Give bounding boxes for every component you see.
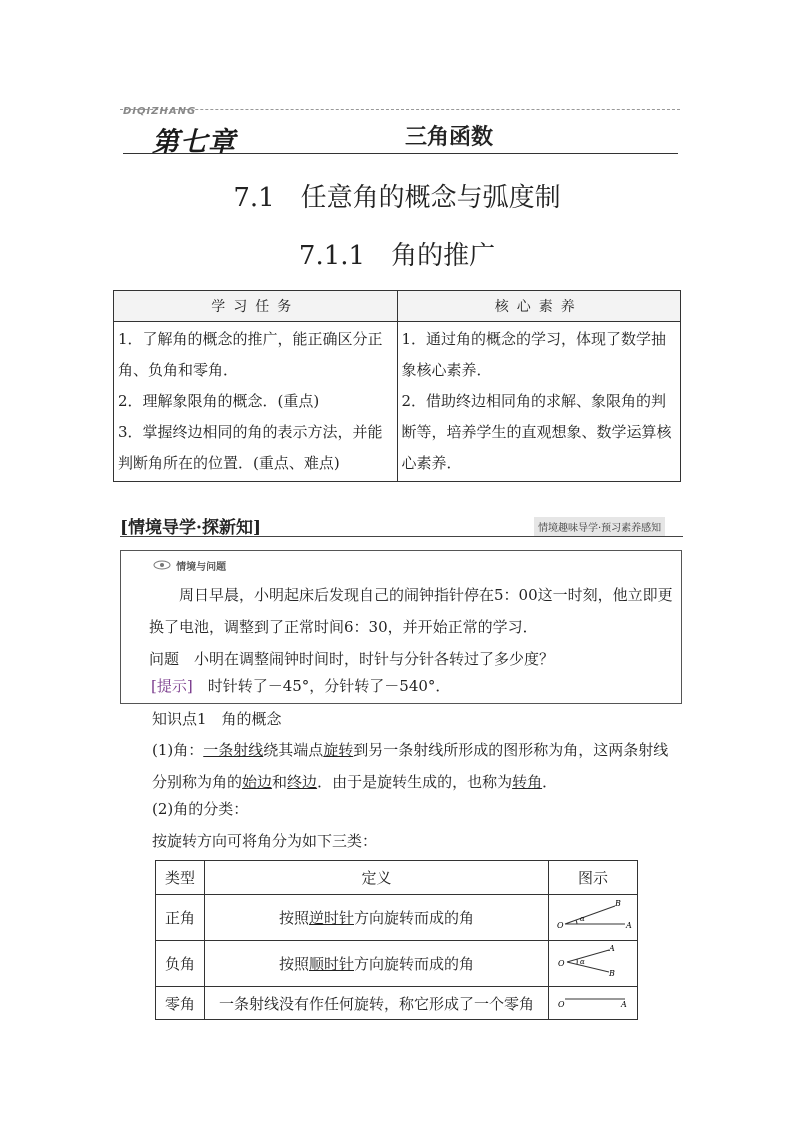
type-negative: 负角	[156, 941, 205, 987]
section-bar-tag: 情境趣味导学·预习素养感知	[534, 517, 665, 536]
label-b: B	[609, 968, 615, 978]
def-key: 顺时针	[308, 955, 354, 973]
def-key: 逆时针	[308, 909, 354, 927]
def-text: ．由于是旋转生成的，也称为	[317, 773, 513, 791]
type-zero: 零角	[156, 987, 205, 1020]
classification-heading: (2)角的分类：	[152, 800, 249, 818]
task-item: 3．掌握终边相同的角的表示方法，并能判断角所在的位置．(重点、难点)	[118, 423, 383, 472]
literacy-item: 1．通过角的概念的学习，体现了数学抽象核心素养．	[401, 330, 667, 379]
chapter-topic: 三角函数	[405, 124, 494, 150]
def-key-rotate: 旋转	[323, 741, 354, 759]
header-figure: 图示	[549, 861, 638, 895]
literacy-item: 2．借助终边相同角的求解、象限角的判断等，培养学生的直观想象、数学运算核心素养．	[401, 392, 672, 472]
def-text: 按照	[278, 909, 309, 927]
header-definition: 定义	[205, 861, 549, 895]
def-text: 和	[272, 773, 288, 791]
hint-line	[151, 675, 450, 696]
scenario-box	[120, 550, 682, 704]
hint-text: 时针转了－45°，分针转了－540°．	[192, 677, 451, 695]
def-text: (1)角：	[152, 741, 204, 759]
def-key-initial-side: 始边	[242, 773, 273, 791]
scenario-question: 问题 小明在调整闹钟时间时，时针与分针各转过了多少度？	[149, 650, 555, 668]
def-text: 按照	[278, 955, 309, 973]
subsection-title: 7.1.1 角的推广	[298, 241, 496, 271]
scenario-label-wrap	[153, 555, 226, 574]
task-item: 1．了解角的概念的推广，能正确区分正角、负角和零角．	[118, 330, 383, 379]
section-bar-title: [情境导学·探新知]	[120, 518, 262, 538]
def-text: 方向旋转而成的角	[354, 955, 475, 973]
definition-zero	[205, 987, 549, 1020]
def-text: 到另一条射线所形成的图形称为角，这两条射线分别称为角的	[152, 741, 669, 791]
hint-tag: [提示]	[151, 677, 193, 695]
scenario-icon	[153, 555, 176, 574]
label-alpha: α	[580, 957, 585, 966]
type-positive: 正角	[156, 895, 205, 941]
chapter-pinyin: DIQIZHANG	[123, 106, 197, 117]
section-title: 7.1 任意角的概念与弧度制	[233, 183, 561, 213]
def-text: 一条射线没有作任何旋转，称它形成了一个零角	[218, 994, 534, 1013]
literacy-header: 核心素养	[397, 291, 681, 322]
scenario-label: 情境与问题	[176, 562, 227, 573]
figure-negative-angle	[549, 941, 638, 987]
label-o: O	[558, 958, 565, 968]
figure-zero-angle	[549, 987, 638, 1020]
chapter-label: 第七章	[152, 127, 236, 158]
def-text: 绕其端点	[263, 741, 324, 759]
def-key-ray: 一条射线	[203, 741, 264, 759]
task-cell	[114, 322, 398, 482]
scenario-text	[149, 579, 674, 675]
def-text: 方向旋转而成的角	[354, 909, 475, 927]
scenario-paragraph: 周日早晨，小明起床后发现自己的闹钟指针停在5：00这一时刻，他立即更换了电池，调整到了正常时间6：30，并开始正常的学习．	[149, 586, 673, 636]
angle-type-table	[155, 860, 638, 1020]
classification-intro: 按旋转方向可将角分为如下三类：	[152, 832, 378, 850]
section-bar-rule	[120, 536, 683, 537]
task-item: 2．理解象限角的概念．(重点)	[118, 392, 320, 410]
header-dotted-rule	[120, 109, 680, 110]
def-key-terminal-side: 终边	[287, 773, 318, 791]
literacy-cell	[397, 322, 681, 482]
def-key-turn-angle: 转角	[512, 773, 543, 791]
header-rule	[123, 153, 678, 154]
label-a: A	[626, 920, 632, 930]
figure-positive-angle	[549, 895, 638, 941]
label-o: O	[557, 920, 564, 930]
task-table	[113, 290, 681, 482]
label-a: A	[609, 943, 615, 953]
definition-angle	[152, 734, 680, 798]
label-alpha: α	[580, 914, 585, 923]
label-o: O	[558, 1000, 565, 1009]
knowledge-title: 知识点1 角的概念	[152, 710, 282, 728]
definition-negative	[205, 941, 549, 987]
task-header: 学习任务	[114, 291, 398, 322]
definition-positive	[205, 895, 549, 941]
header-type: 类型	[156, 861, 205, 895]
def-text: ．	[542, 773, 558, 791]
label-b: B	[615, 898, 621, 908]
label-a: A	[621, 1000, 627, 1009]
